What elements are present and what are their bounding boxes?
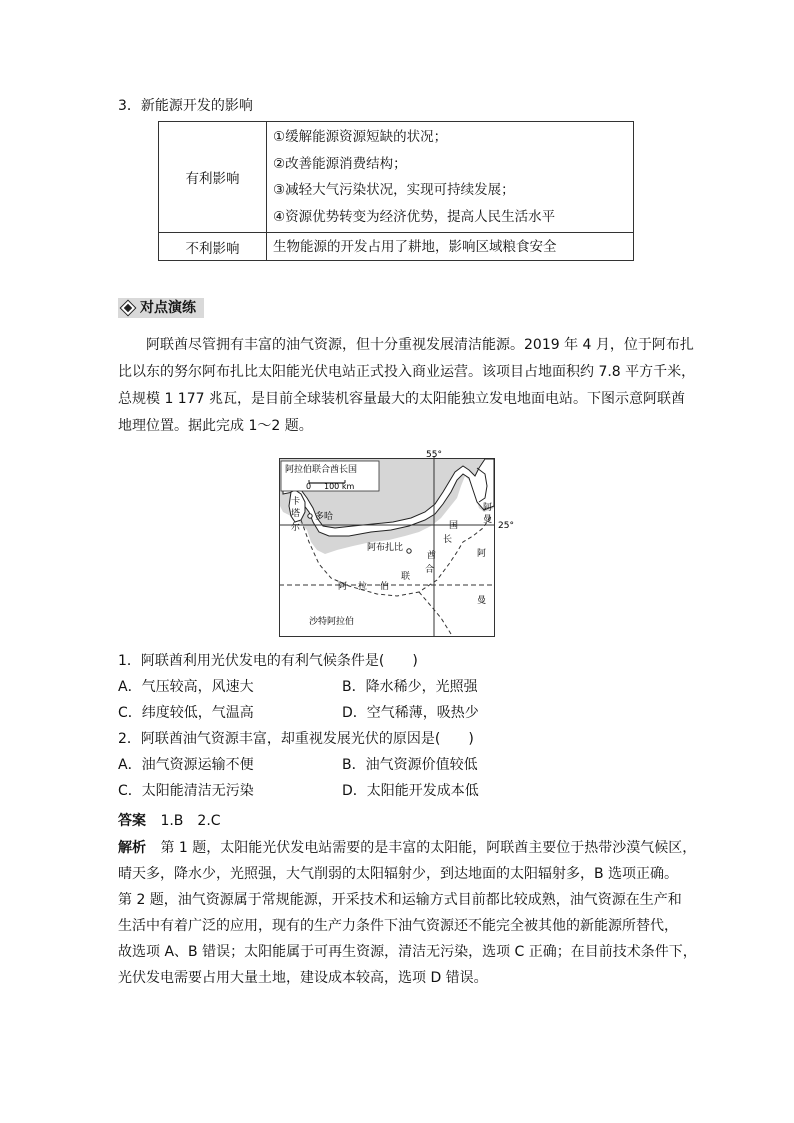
oman-label: 曼	[483, 515, 493, 525]
option: A．气压较高，风速大	[118, 679, 254, 695]
uae-label: 联	[401, 572, 411, 582]
favorable-items	[267, 122, 634, 233]
answer-text: 1.B 2.C	[160, 813, 221, 829]
oman-label: 曼	[477, 596, 487, 606]
map-title: 阿拉伯联合酋长国	[285, 465, 358, 475]
scale-zero: 0	[306, 482, 312, 491]
scale-label: 100 km	[324, 482, 355, 491]
uae-label: 国	[449, 521, 459, 531]
analysis-line: 故选项 A、B 错误；太阳能属于可再生资源，清洁无污染，选项 C 正确；在目前技术条件下，	[118, 944, 697, 960]
option: D．太阳能开发成本低	[342, 783, 479, 799]
oman-label: 阿	[477, 549, 487, 559]
diamond-icon	[120, 300, 137, 317]
abu-dhabi-label: 阿布扎比	[367, 543, 404, 553]
qatar-label: 卡	[291, 497, 301, 507]
qatar-label: 尔	[291, 523, 301, 533]
saudi-label: 沙特阿拉伯	[309, 617, 355, 627]
uae-label: 阿	[338, 582, 348, 592]
uae-label: 拉	[358, 582, 368, 592]
list-item: ①缓解能源资源短缺的状况；	[273, 129, 448, 145]
passage-line: 比以东的努尔阿布扎比太阳能光伏电站正式投入商业运营。该项目占地面积约 7.8 平方千米，	[118, 364, 696, 380]
unfavorable-text: 生物能源的开发占用了耕地，影响区域粮食安全	[267, 233, 634, 261]
section-title: 3．新能源开发的影响	[118, 98, 253, 114]
answer-row	[118, 811, 221, 831]
table-row	[159, 122, 634, 233]
list-item: ③减轻大气污染状况，实现可持续发展；	[273, 182, 515, 198]
option: D．空气稀薄，吸热少	[342, 705, 479, 721]
option: A．油气资源运输不便	[118, 757, 254, 773]
analysis-line: 第 2 题，油气资源属于常规能源，开采技术和运输方式目前都比较成熟，油气资源在生产和	[118, 892, 682, 908]
abu-dhabi-dot	[407, 549, 411, 553]
oman-label: 阿	[483, 503, 493, 513]
uae-label: 伯	[380, 582, 390, 592]
analysis-row	[118, 838, 696, 858]
analysis-line: 生活中有着广泛的应用，现有的生产力条件下油气资源还不能完全被其他的新能源所替代，	[118, 918, 678, 934]
qatar-label: 塔	[291, 509, 301, 519]
passage-line: 阿联酋尽管拥有丰富的油气资源，但十分重视发展清洁能源。2019 年 4 月，位于阿布扎	[146, 337, 694, 353]
lon-label: 55°	[426, 450, 442, 460]
uae-map	[279, 446, 519, 638]
analysis-line: 第 1 题，太阳能光伏发电站需要的是丰富的太阳能，阿联酋主要位于热带沙漠气候区，	[160, 840, 697, 856]
option: C．太阳能清洁无污染	[118, 783, 254, 799]
uae-label: 长	[443, 535, 453, 545]
list-item: ④资源优势转变为经济优势，提高人民生活水平	[273, 208, 556, 225]
favorable-label: 有利影响	[159, 122, 267, 233]
table-row	[159, 233, 634, 261]
option: B．降水稀少，光照强	[342, 679, 478, 695]
option: C．纬度较低，气温高	[118, 705, 254, 721]
answer-label: 答案	[118, 813, 146, 829]
uae-label: 合	[425, 565, 435, 575]
analysis-label: 解析	[118, 840, 146, 856]
impact-table	[158, 121, 634, 261]
option: B．油气资源价值较低	[342, 757, 478, 773]
uae-label: 酋	[427, 551, 437, 561]
question-stem: 2．阿联酋油气资源丰富，却重视发展光伏的原因是( )	[118, 731, 474, 747]
practice-tag	[118, 298, 204, 318]
passage-line: 总规模 1 177 兆瓦，是目前全球装机容量最大的太阳能独立发电地面电站。下图示意阿联酋	[118, 391, 685, 407]
analysis-line: 光伏发电需要占用大量土地，建设成本较高，选项 D 错误。	[118, 970, 488, 986]
list-item: ②改善能源消费结构；	[273, 155, 407, 172]
question-stem: 1．阿联酋利用光伏发电的有利气候条件是( )	[118, 653, 418, 669]
unfavorable-label: 不利影响	[159, 233, 267, 261]
passage-line: 地理位置。据此完成 1～2 题。	[118, 418, 313, 434]
doha-dot	[308, 514, 312, 518]
lat-label: 25°	[498, 521, 514, 531]
doha-label: 多哈	[315, 512, 334, 522]
analysis-line: 晴天多，降水少，光照强，大气削弱的太阳辐射少，到达地面的太阳辐射多，B 选项正确。	[118, 866, 679, 882]
practice-tag-label: 对点演练	[140, 300, 196, 316]
